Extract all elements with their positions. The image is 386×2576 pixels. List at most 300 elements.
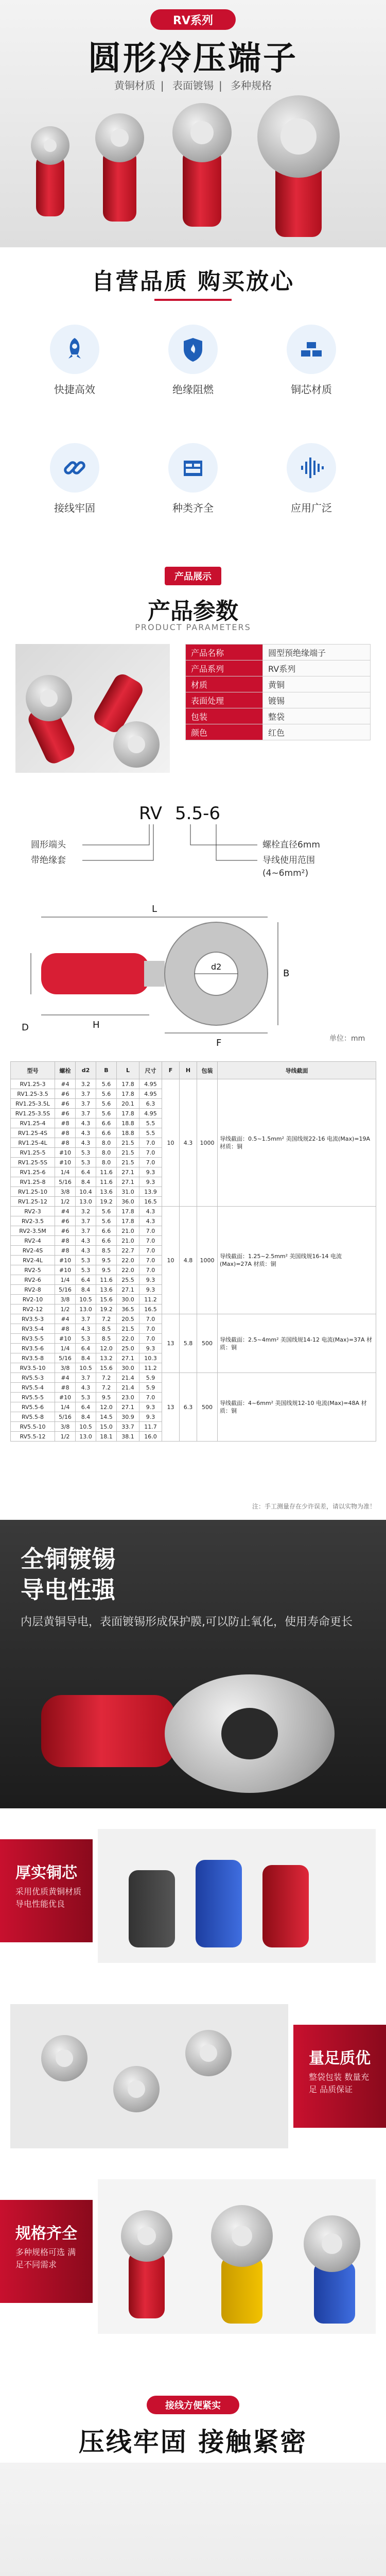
spec-cell: 8.0 — [96, 1148, 117, 1158]
spec-cell: RV1.25-3 — [11, 1079, 55, 1089]
model-code-diagram — [21, 788, 365, 891]
features-title: 自营品质 购买放心 — [91, 268, 295, 295]
spec-cell: 3/8 — [55, 1422, 76, 1432]
feature-panel — [0, 2200, 93, 2303]
feature-item — [268, 443, 355, 531]
spec-cell: 10.5 — [76, 1363, 96, 1373]
spec-cell: RV2-8 — [11, 1285, 55, 1295]
spec-cell: 5.9 — [139, 1373, 162, 1383]
copper-core-image — [98, 1829, 376, 1963]
spec-cell: 1/2 — [55, 1197, 76, 1207]
spec-header: 尺寸 — [139, 1062, 162, 1079]
rocket-icon — [50, 325, 99, 374]
spec-cell: 8.0 — [96, 1158, 117, 1167]
spec-header-row — [11, 1062, 376, 1079]
spec-cell: 9.3 — [139, 1412, 162, 1422]
spec-cell: 5/16 — [55, 1412, 76, 1422]
spec-cell: 4.3 — [76, 1383, 96, 1393]
spec-cell: #10 — [55, 1393, 76, 1402]
spec-cell: RV2-5 — [11, 1265, 55, 1275]
spec-cell: 7.0 — [139, 1256, 162, 1265]
model-label-4: 导线使用范围 — [262, 855, 315, 866]
spec-cell: RV1.25-3.5L — [11, 1099, 55, 1109]
spec-cell: 25.5 — [117, 1275, 139, 1285]
spec-cell: 8.4 — [76, 1177, 96, 1187]
info-key: 颜色 — [186, 724, 263, 740]
spec-group-cell: 500 — [197, 1314, 218, 1373]
spec-cell: RV1.25-4L — [11, 1138, 55, 1148]
spec-cell: 9.3 — [139, 1177, 162, 1187]
copper-title-1: 全铜镀锡 — [21, 1545, 115, 1573]
spec-cell: RV1.25-5S — [11, 1158, 55, 1167]
spec-cell: RV2-4S — [11, 1246, 55, 1256]
series-badge: RV系列 — [150, 9, 236, 30]
spec-cell: 14.5 — [96, 1412, 117, 1422]
spec-group-note: 导线截面：4~6mm² 美国线规12-10 电流(Max)=48A 材质：铜 — [218, 1373, 376, 1442]
spec-cell: 8.5 — [96, 1246, 117, 1256]
panel-title: 厚实铜芯 — [15, 1864, 77, 1882]
spec-cell: 10.3 — [139, 1353, 162, 1363]
spec-cell: #8 — [55, 1236, 76, 1246]
spec-group-cell: 1000 — [197, 1207, 218, 1314]
press-title: 压线牢固 接触紧密 — [78, 2427, 308, 2457]
spec-cell: 15.0 — [96, 1422, 117, 1432]
spec-cell: 12.0 — [96, 1402, 117, 1412]
spec-cell: 6.6 — [96, 1118, 117, 1128]
spec-cell: 17.8 — [117, 1089, 139, 1099]
spec-cell: 11.6 — [96, 1167, 117, 1177]
model-size: 5.5-6 — [175, 803, 220, 824]
panel-desc: 整袋包装 数量充足 品质保证 — [309, 2072, 370, 2094]
spec-cell: 19.2 — [96, 1304, 117, 1314]
spec-cell: 3.7 — [76, 1109, 96, 1118]
unit-label: 单位：mm — [329, 1035, 365, 1043]
spec-group-cell: 4.8 — [180, 1207, 197, 1314]
info-key: 材质 — [186, 676, 263, 692]
spec-cell: #4 — [55, 1079, 76, 1089]
spec-cell: 5.3 — [76, 1334, 96, 1344]
spec-header: B — [96, 1062, 117, 1079]
info-value: 圆型预绝缘端子 — [263, 645, 371, 660]
spec-group-note: 导线截面：0.5~1.5mm² 美国线规22-16 电流(Max)=19A 材质：铜 — [218, 1079, 376, 1207]
spec-header: L — [117, 1062, 139, 1079]
spec-cell: 27.1 — [117, 1402, 139, 1412]
spec-header: 包装 — [197, 1062, 218, 1079]
spec-cell: 7.0 — [139, 1334, 162, 1344]
feature-label: 接线牢固 — [54, 502, 95, 514]
spec-header: 型号 — [11, 1062, 55, 1079]
dim-d2: d2 — [211, 962, 222, 972]
copper-section — [0, 1520, 386, 1808]
spec-cell: RV2-4 — [11, 1236, 55, 1246]
spec-cell: 7.0 — [139, 1314, 162, 1324]
title-underline — [154, 299, 232, 301]
spec-cell: 5/16 — [55, 1177, 76, 1187]
spec-cell: 7.2 — [96, 1373, 117, 1383]
spec-cell: 36.0 — [117, 1197, 139, 1207]
spec-cell: 6.4 — [76, 1402, 96, 1412]
spec-cell: 6.6 — [96, 1128, 117, 1138]
spec-cell: RV3.5-10 — [11, 1363, 55, 1373]
spec-cell: RV2-10 — [11, 1295, 55, 1304]
spec-row — [11, 1207, 376, 1216]
spec-group-cell: 5.8 — [180, 1314, 197, 1373]
feature-panel — [0, 1839, 93, 1942]
spec-cell: RV1.25-3.5 — [11, 1089, 55, 1099]
spec-group-note: 导线截面：1.25~2.5mm² 美国线规16-14 电流(Max)=27A 材质：铜 — [218, 1207, 376, 1314]
product-info-table — [185, 644, 371, 740]
spec-cell: 5.6 — [96, 1207, 117, 1216]
spec-cell: 27.1 — [117, 1353, 139, 1363]
spec-cell: 8.4 — [76, 1412, 96, 1422]
panel-desc: 多种规格可选 满足不同需求 — [15, 2247, 76, 2269]
spec-cell: 6.4 — [76, 1167, 96, 1177]
spec-cell: 5.6 — [96, 1079, 117, 1089]
spec-header: 螺栓 — [55, 1062, 76, 1079]
model-label-3: 螺栓直径6mm — [262, 840, 320, 850]
spec-header: F — [162, 1062, 180, 1079]
section-tag: 接线方便紧实 — [147, 2396, 239, 2414]
spec-cell: 10.5 — [76, 1295, 96, 1304]
feature-label: 快捷高效 — [54, 383, 95, 396]
spec-cell: 11.2 — [139, 1363, 162, 1373]
spec-cell: 17.8 — [117, 1079, 139, 1089]
panel-title: 规格齐全 — [15, 2225, 77, 2243]
spec-row — [11, 1373, 376, 1383]
spec-cell: #4 — [55, 1373, 76, 1383]
spec-cell: 1/4 — [55, 1402, 76, 1412]
spec-cell: RV1.25-10 — [11, 1187, 55, 1197]
spec-cell: 7.0 — [139, 1324, 162, 1334]
spec-cell: 22.0 — [117, 1265, 139, 1275]
params-title: 产品参数 — [148, 598, 238, 624]
spec-cell: 8.5 — [96, 1324, 117, 1334]
spec-cell: 3/8 — [55, 1187, 76, 1197]
spec-cell: 7.0 — [139, 1158, 162, 1167]
spec-cell: 17.8 — [117, 1109, 139, 1118]
spec-cell: 7.0 — [139, 1393, 162, 1402]
spec-cell: 3/8 — [55, 1295, 76, 1304]
spec-cell: 15.6 — [96, 1295, 117, 1304]
spec-cell: 21.0 — [117, 1226, 139, 1236]
feature-item — [149, 443, 237, 531]
spec-cell: 9.3 — [139, 1344, 162, 1353]
spec-cell: 11.6 — [96, 1275, 117, 1285]
spec-cell: 3.7 — [76, 1314, 96, 1324]
spec-cell: #8 — [55, 1383, 76, 1393]
spec-cell: 3.7 — [76, 1099, 96, 1109]
spec-cell: 12.0 — [96, 1344, 117, 1353]
spec-cell: RV5.5-4 — [11, 1383, 55, 1393]
spec-cell: 5.9 — [139, 1383, 162, 1393]
spec-cell: 5.5 — [139, 1118, 162, 1128]
spec-cell: 23.0 — [117, 1393, 139, 1402]
info-value: RV系列 — [263, 660, 371, 676]
press-section — [0, 2385, 386, 2576]
copper-bars-icon — [287, 325, 336, 374]
waveform-icon — [287, 443, 336, 493]
feature-label: 种类齐全 — [172, 502, 214, 514]
spec-cell: 27.1 — [117, 1167, 139, 1177]
spec-cell: 31.0 — [117, 1187, 139, 1197]
dim-L: L — [152, 904, 157, 914]
spec-cell: 1/2 — [55, 1432, 76, 1442]
spec-cell: #10 — [55, 1148, 76, 1158]
feature-panel — [293, 2025, 386, 2128]
info-value: 镀锡 — [263, 692, 371, 708]
spec-cell: 7.2 — [96, 1383, 117, 1393]
spec-cell: 38.1 — [117, 1432, 139, 1442]
spec-cell: 1/4 — [55, 1167, 76, 1177]
params-section — [0, 567, 386, 1515]
model-label-2: 带绝缘套 — [31, 855, 66, 866]
spec-cell: 1/4 — [55, 1344, 76, 1353]
spec-cell: 30.0 — [117, 1363, 139, 1373]
spec-cell: #6 — [55, 1216, 76, 1226]
spec-cell: 20.1 — [117, 1099, 139, 1109]
spec-cell: RV3.5-3 — [11, 1314, 55, 1324]
spec-cell: 9.5 — [96, 1265, 117, 1275]
feature-label: 绝缘阻燃 — [172, 383, 214, 396]
spec-cell: 9.5 — [96, 1256, 117, 1265]
feature-label: 铜芯材质 — [291, 383, 332, 396]
spec-cell: #8 — [55, 1138, 76, 1148]
spec-cell: 8.0 — [96, 1138, 117, 1148]
spec-cell: 7.0 — [139, 1226, 162, 1236]
box-icon — [168, 443, 218, 493]
dim-D: D — [22, 1022, 29, 1033]
spec-cell: 21.5 — [117, 1148, 139, 1158]
spec-cell: RV3.5-6 — [11, 1344, 55, 1353]
spec-cell: RV3.5-8 — [11, 1353, 55, 1363]
spec-cell: 11.6 — [96, 1177, 117, 1187]
spec-cell: 27.1 — [117, 1285, 139, 1295]
info-key: 表面处理 — [186, 692, 263, 708]
spec-cell: 10.5 — [76, 1422, 96, 1432]
spec-row — [11, 1314, 376, 1324]
spec-cell: 22.0 — [117, 1334, 139, 1344]
spec-cell: 9.3 — [139, 1285, 162, 1295]
spec-cell: RV2-3 — [11, 1207, 55, 1216]
spec-cell: 18.1 — [96, 1432, 117, 1442]
feature-label: 应用广泛 — [291, 502, 332, 514]
spec-cell: #6 — [55, 1089, 76, 1099]
spec-cell: 3.7 — [76, 1089, 96, 1099]
spec-cell: 18.8 — [117, 1118, 139, 1128]
panel-title: 量足质优 — [309, 2049, 371, 2067]
spec-cell: 21.4 — [117, 1373, 139, 1383]
spec-cell: 33.7 — [117, 1422, 139, 1432]
spec-cell: 5.3 — [76, 1265, 96, 1275]
spec-cell: 21.5 — [117, 1138, 139, 1148]
spec-cell: 30.0 — [117, 1295, 139, 1304]
spec-cell: 13.0 — [76, 1432, 96, 1442]
hero-title: 圆形冷压端子 — [88, 40, 298, 78]
spec-cell: #8 — [55, 1128, 76, 1138]
spec-cell: 4.3 — [76, 1324, 96, 1334]
spec-group-cell: 10 — [162, 1079, 180, 1207]
hero-tag: 多种规格 — [231, 79, 272, 92]
spec-group-note: 导线截面：2.5~4mm² 美国线规14-12 电流(Max)=37A 材质：铜 — [218, 1314, 376, 1373]
dim-H: H — [93, 1020, 100, 1030]
spec-cell: 21.0 — [117, 1236, 139, 1246]
spec-group-cell: 13 — [162, 1373, 180, 1442]
spec-cell: 16.0 — [139, 1432, 162, 1442]
spec-cell: 13.2 — [96, 1353, 117, 1363]
spec-cell: 13.6 — [96, 1187, 117, 1197]
spec-footnote: 注：手工测量存在少许误差，请以实物为准！ — [252, 1503, 376, 1510]
spec-cell: 7.0 — [139, 1138, 162, 1148]
spec-cell: 6.6 — [96, 1236, 117, 1246]
feature-triple-section — [0, 1808, 386, 2375]
spec-cell: 4.3 — [76, 1128, 96, 1138]
size-range-image — [98, 2179, 376, 2334]
spec-cell: 27.1 — [117, 1177, 139, 1187]
spec-cell: 21.5 — [117, 1324, 139, 1334]
spec-cell: 5.6 — [96, 1089, 117, 1099]
spec-cell: 11.2 — [139, 1295, 162, 1304]
spec-cell: 5.3 — [76, 1158, 96, 1167]
spec-cell: 3.7 — [76, 1216, 96, 1226]
spec-cell: 21.5 — [117, 1158, 139, 1167]
spec-cell: 7.0 — [139, 1148, 162, 1158]
spec-cell: #4 — [55, 1314, 76, 1324]
spec-cell: 5/16 — [55, 1285, 76, 1295]
spec-cell: 7.0 — [139, 1246, 162, 1256]
spec-cell: RV5.5-8 — [11, 1412, 55, 1422]
spec-cell: RV2-3.5M — [11, 1226, 55, 1236]
spec-cell: 10.4 — [76, 1187, 96, 1197]
info-key: 产品系列 — [186, 660, 263, 676]
spec-cell: 9.3 — [139, 1402, 162, 1412]
spec-cell: #6 — [55, 1226, 76, 1236]
spec-cell: RV5.5-5 — [11, 1393, 55, 1402]
feature-item — [268, 325, 355, 412]
spec-cell: 17.8 — [117, 1216, 139, 1226]
spec-cell: RV5.5-6 — [11, 1402, 55, 1412]
params-subtitle: PRODUCT PARAMETERS — [135, 622, 251, 632]
spec-cell: RV5.5-10 — [11, 1422, 55, 1432]
spec-cell: RV3.5-5 — [11, 1334, 55, 1344]
spec-cell: #10 — [55, 1265, 76, 1275]
spec-table — [10, 1061, 376, 1442]
spec-cell: 5/16 — [55, 1353, 76, 1363]
model-code: RV — [139, 803, 163, 824]
spec-cell: #6 — [55, 1099, 76, 1109]
spec-cell: 13.0 — [76, 1304, 96, 1314]
spec-cell: 16.5 — [139, 1304, 162, 1314]
spec-cell: 4.3 — [76, 1138, 96, 1148]
spec-cell: RV1.25-4 — [11, 1118, 55, 1128]
spec-cell: 5.3 — [76, 1256, 96, 1265]
info-value: 红色 — [263, 724, 371, 740]
spec-cell: 6.4 — [76, 1275, 96, 1285]
model-label-1: 圆形端头 — [31, 840, 66, 850]
spec-cell: 19.2 — [96, 1197, 117, 1207]
spec-cell: 1/2 — [55, 1304, 76, 1314]
spec-cell: 3.2 — [76, 1207, 96, 1216]
spec-cell: #8 — [55, 1118, 76, 1128]
spec-cell: #6 — [55, 1109, 76, 1118]
spec-cell: 20.5 — [117, 1314, 139, 1324]
spec-cell: 5.6 — [96, 1109, 117, 1118]
spec-cell: 22.0 — [117, 1256, 139, 1265]
spec-group-cell: 4.3 — [180, 1079, 197, 1207]
spec-cell: RV1.25-8 — [11, 1177, 55, 1187]
spec-cell: RV1.25-12 — [11, 1197, 55, 1207]
spec-cell: 6.4 — [76, 1344, 96, 1353]
feature-item — [31, 443, 118, 531]
features-section — [0, 247, 386, 567]
spec-cell: RV5.5-3 — [11, 1373, 55, 1383]
spec-cell: 8.5 — [96, 1334, 117, 1344]
spec-cell: 4.95 — [139, 1109, 162, 1118]
crimp-closeup-image — [0, 2463, 386, 2576]
spec-cell: 36.5 — [117, 1304, 139, 1314]
spec-cell: 5.6 — [96, 1099, 117, 1109]
spec-cell: 9.3 — [139, 1275, 162, 1285]
spec-cell: 13.9 — [139, 1187, 162, 1197]
copper-title-2: 导电性强 — [21, 1576, 115, 1604]
info-value: 黄铜 — [263, 676, 371, 692]
info-value: 整袋 — [263, 708, 371, 724]
spec-cell: #8 — [55, 1246, 76, 1256]
spec-cell: 15.6 — [96, 1363, 117, 1373]
spec-group-cell: 500 — [197, 1373, 218, 1442]
info-key: 产品名称 — [186, 645, 263, 660]
spec-cell: 3.2 — [76, 1079, 96, 1089]
spec-header: 导线截面 — [218, 1062, 376, 1079]
section-tag: 产品展示 — [165, 567, 221, 585]
feature-item — [31, 325, 118, 412]
spec-cell: RV1.25-4S — [11, 1128, 55, 1138]
spec-cell: 9.5 — [96, 1393, 117, 1402]
spec-cell: 4.3 — [139, 1216, 162, 1226]
feature-item — [149, 325, 237, 412]
model-label-5: (4~6mm²) — [262, 868, 309, 878]
spec-cell: 6.3 — [139, 1099, 162, 1109]
spec-cell: 16.5 — [139, 1197, 162, 1207]
spec-cell: 7.0 — [139, 1265, 162, 1275]
spec-cell: RV2-3.5 — [11, 1216, 55, 1226]
spec-cell: RV5.5-12 — [11, 1432, 55, 1442]
spec-cell: 4.95 — [139, 1089, 162, 1099]
spec-cell: 5.6 — [96, 1216, 117, 1226]
spec-cell: RV1.25-5 — [11, 1148, 55, 1158]
spec-group-cell: 10 — [162, 1207, 180, 1314]
dim-F: F — [216, 1038, 222, 1048]
spec-cell: RV2-4L — [11, 1256, 55, 1265]
spec-cell: 6.6 — [96, 1226, 117, 1236]
spec-cell: #10 — [55, 1158, 76, 1167]
hero-banner — [0, 0, 386, 247]
spec-group-cell: 1000 — [197, 1079, 218, 1207]
hero-tag: 黄铜材质 — [114, 79, 155, 92]
spec-group-cell: 6.3 — [180, 1373, 197, 1442]
spec-cell: 18.8 — [117, 1128, 139, 1138]
spec-cell: 17.8 — [117, 1207, 139, 1216]
spec-cell: 5.3 — [76, 1393, 96, 1402]
spec-cell: #10 — [55, 1256, 76, 1265]
info-key: 包装 — [186, 708, 263, 724]
hero-tags: 黄铜材质 | 表面镀锡 | 多种规格 — [0, 77, 386, 92]
spec-cell: 3/8 — [55, 1363, 76, 1373]
spec-cell: 4.95 — [139, 1079, 162, 1089]
spec-cell: RV2-12 — [11, 1304, 55, 1314]
spec-cell: 13.6 — [96, 1285, 117, 1295]
spec-header: d2 — [76, 1062, 96, 1079]
spec-cell: #8 — [55, 1324, 76, 1334]
